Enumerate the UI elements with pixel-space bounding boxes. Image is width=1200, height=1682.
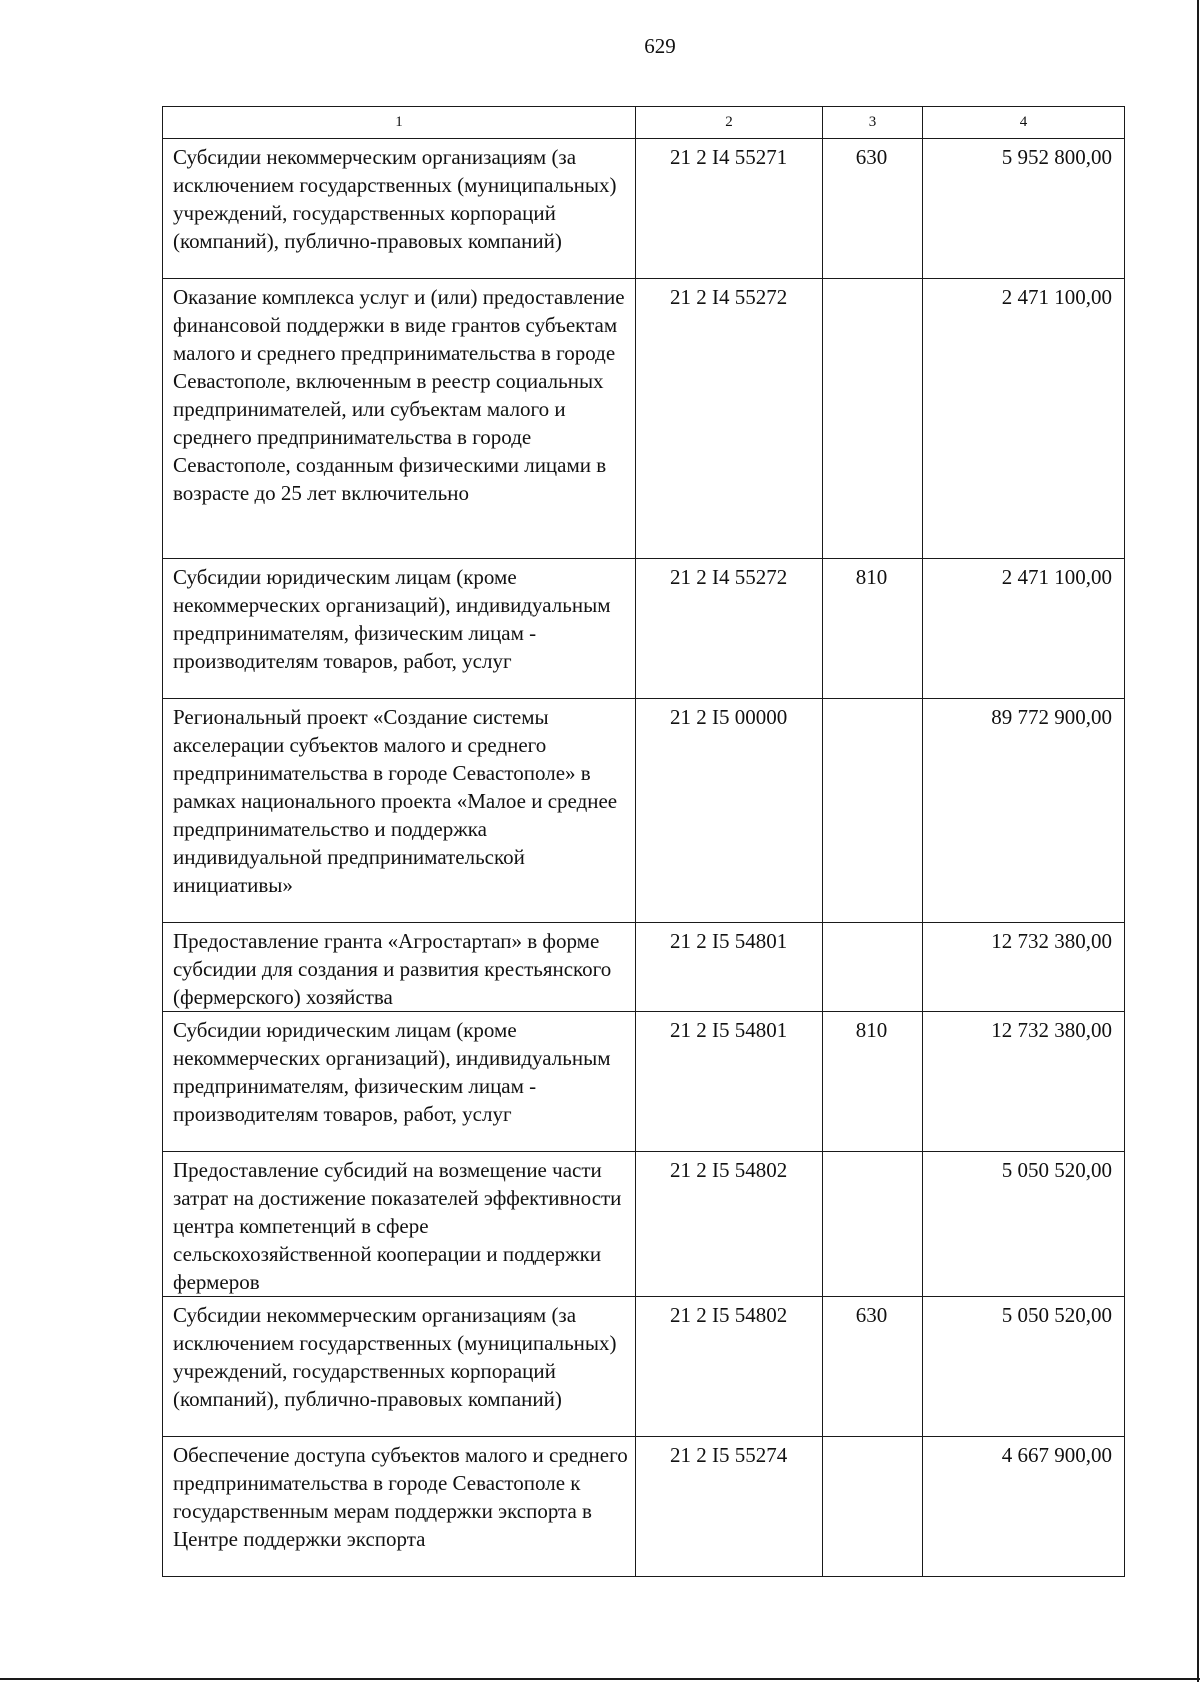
column-header-4: 4 — [923, 107, 1125, 139]
row-amount: 5 952 800,00 — [923, 139, 1125, 279]
table-row — [163, 559, 1125, 699]
row-amount: 89 772 900,00 — [923, 699, 1125, 923]
table-row — [163, 1437, 1125, 1577]
row-name: Обеспечение доступа субъектов малого и среднего предпринимательства в городе Севастополе к государственным мерам поддержки экспорта в Центре поддержки экспорта — [163, 1437, 636, 1577]
table-row — [163, 1152, 1125, 1297]
row-name: Субсидии некоммерческим организациям (за исключением государственных (муниципальных) учреждений, государственных корпораций (компаний), публично-правовых компаний) — [163, 139, 636, 279]
row-name: Предоставление гранта «Агростартап» в форме субсидии для создания и развития крестьянского (фермерского) хозяйства — [163, 923, 636, 1012]
row-expense-type — [823, 279, 923, 559]
row-expense-type — [823, 1152, 923, 1297]
row-name: Субсидии юридическим лицам (кроме некоммерческих организаций), индивидуальным предпринимателям, физическим лицам - производителям товаров, работ, услуг — [163, 559, 636, 699]
row-code: 21 2 I5 54802 — [636, 1152, 823, 1297]
row-expense-type — [823, 699, 923, 923]
budget-table — [162, 106, 1125, 1577]
row-name: Субсидии некоммерческим организациям (за исключением государственных (муниципальных) учреждений, государственных корпораций (компаний), публично-правовых компаний) — [163, 1297, 636, 1437]
row-amount: 2 471 100,00 — [923, 559, 1125, 699]
table-row — [163, 279, 1125, 559]
row-code: 21 2 I5 54802 — [636, 1297, 823, 1437]
row-amount: 5 050 520,00 — [923, 1152, 1125, 1297]
row-name: Предоставление субсидий на возмещение части затрат на достижение показателей эффективности центра компетенций в сфере сельскохозяйственной кооперации и поддержки фермеров — [163, 1152, 636, 1297]
row-code: 21 2 I5 00000 — [636, 699, 823, 923]
row-name: Региональный проект «Создание системы акселерации субъектов малого и среднего предпринимательства в городе Севастополе» в рамках национального проекта «Малое и среднее предпринимательство и поддержка индивидуальной предпринимательской инициативы» — [163, 699, 636, 923]
page-edge-bottom — [0, 1678, 1200, 1680]
row-code: 21 2 I5 55274 — [636, 1437, 823, 1577]
row-expense-type — [823, 1437, 923, 1577]
row-code: 21 2 I5 54801 — [636, 1012, 823, 1152]
row-amount: 2 471 100,00 — [923, 279, 1125, 559]
row-expense-type: 810 — [823, 559, 923, 699]
table-row — [163, 1297, 1125, 1437]
table-row — [163, 699, 1125, 923]
table-row — [163, 1012, 1125, 1152]
table-row — [163, 139, 1125, 279]
column-header-1: 1 — [163, 107, 636, 139]
row-amount: 12 732 380,00 — [923, 923, 1125, 1012]
page-number: 629 — [644, 34, 676, 58]
row-expense-type — [823, 923, 923, 1012]
row-name: Субсидии юридическим лицам (кроме некоммерческих организаций), индивидуальным предпринимателям, физическим лицам - производителям товаров, работ, услуг — [163, 1012, 636, 1152]
row-expense-type: 630 — [823, 139, 923, 279]
row-expense-type: 810 — [823, 1012, 923, 1152]
table-header-row — [163, 107, 1125, 139]
page-edge-right — [1197, 0, 1199, 1682]
row-amount: 5 050 520,00 — [923, 1297, 1125, 1437]
row-code: 21 2 I5 54801 — [636, 923, 823, 1012]
column-header-3: 3 — [823, 107, 923, 139]
column-header-2: 2 — [636, 107, 823, 139]
row-amount: 12 732 380,00 — [923, 1012, 1125, 1152]
row-name: Оказание комплекса услуг и (или) предоставление финансовой поддержки в виде грантов субъектам малого и среднего предпринимательства в городе Севастополе, включенным в реестр социальных предпринимателей, или субъектам малого и среднего предпринимательства в городе Севастополе, созданным физическими лицами в возрасте до 25 лет включительно — [163, 279, 636, 559]
table-row — [163, 923, 1125, 1012]
row-expense-type: 630 — [823, 1297, 923, 1437]
row-code: 21 2 I4 55271 — [636, 139, 823, 279]
row-amount: 4 667 900,00 — [923, 1437, 1125, 1577]
row-code: 21 2 I4 55272 — [636, 559, 823, 699]
row-code: 21 2 I4 55272 — [636, 279, 823, 559]
